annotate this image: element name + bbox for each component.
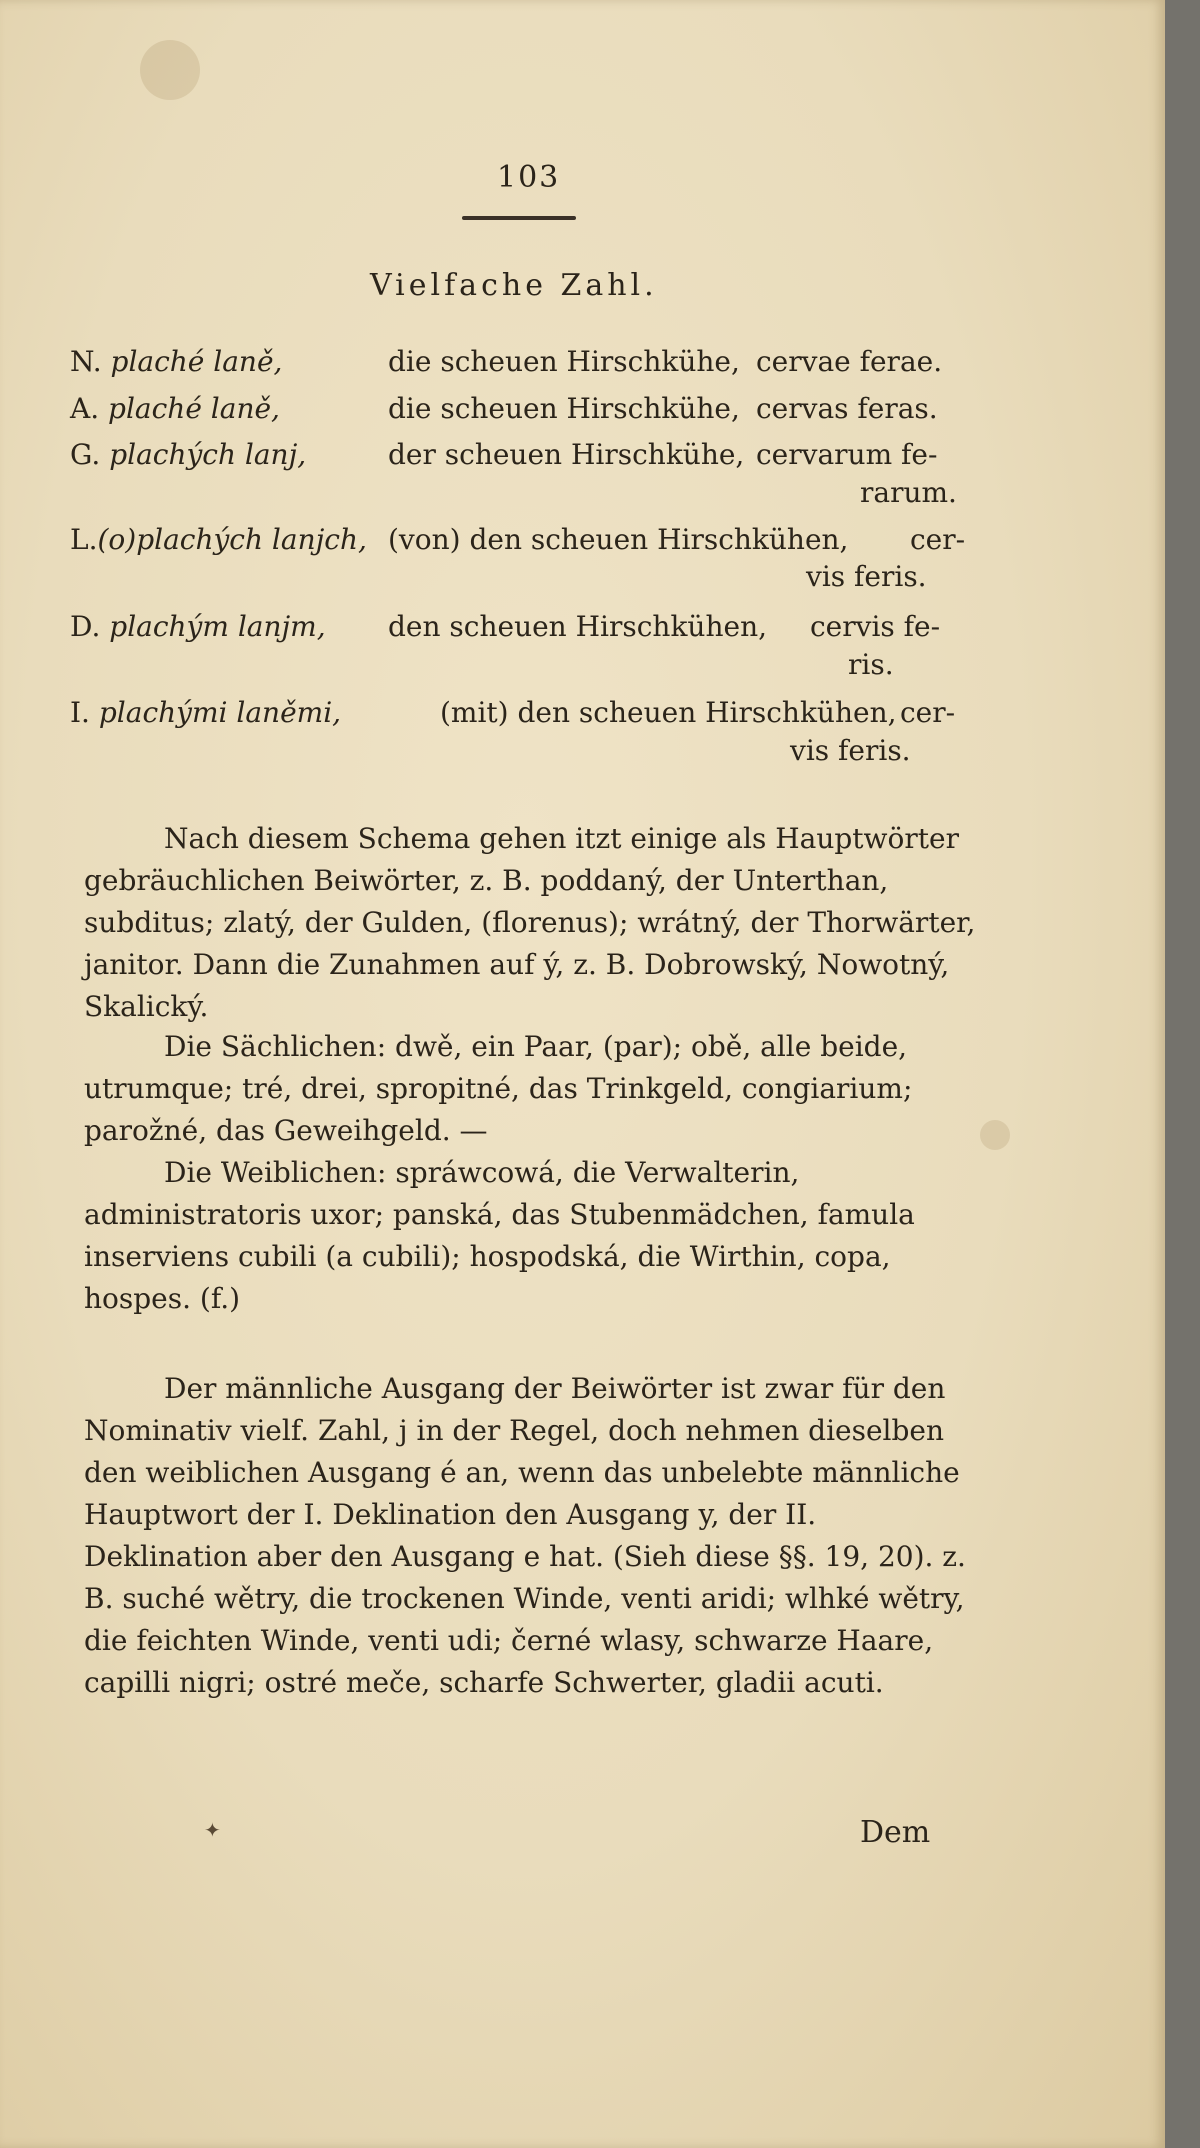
paragraph: Die Sächlichen: dwě, ein Paar, (par); obě, alle beide, utrumque; tré, drei, spropitné, das Trinkgeld, congiarium; parožné, das Geweihgeld. — xyxy=(84,1030,913,1147)
declension-row: D. plachým lanjm, xyxy=(70,610,326,643)
latin-form: cervis fe- xyxy=(810,610,941,643)
paragraph: Nach diesem Schema gehen itzt einige als Hauptwörter gebräuchlichen Beiwörter, z. B. poddaný, der Unterthan, subditus; zlatý, der Gulden, (florenus); wrátný, der Thorwärter, janitor. Dann die Zunahmen auf ý, z. B. Dobrowský, Nowotný, Skalický. xyxy=(84,822,976,1023)
german-form: (von) den scheuen Hirschkühen, xyxy=(388,523,849,556)
german-form: den scheuen Hirschkühen, xyxy=(388,610,767,643)
declension-row: L.(o)plachých lanjch, xyxy=(70,523,367,556)
paper-stain xyxy=(980,1120,1010,1150)
latin-continuation: rarum. xyxy=(860,476,957,509)
latin-form: cer- xyxy=(910,523,966,556)
declension-row: N. plaché laně, xyxy=(70,345,283,378)
latin-continuation: vis feris. xyxy=(790,734,911,767)
heading-rule xyxy=(462,216,576,220)
latin-form: cer- xyxy=(900,696,956,729)
german-form: (mit) den scheuen Hirschkühen, xyxy=(440,696,897,729)
page-number: 103 xyxy=(497,160,561,195)
section-heading: Vielfache Zahl. xyxy=(370,268,658,303)
catchword: Dem xyxy=(860,1815,931,1850)
latin-form: cervarum fe- xyxy=(756,438,938,471)
declension-row: I. plachými laněmi, xyxy=(70,696,342,729)
german-form: die scheuen Hirschkühe, xyxy=(388,345,740,378)
latin-continuation: ris. xyxy=(848,648,894,681)
paragraph: Die Weiblichen: spráwcowá, die Verwalterin, administratoris uxor; panská, das Stubenmädchen, famula inserviens cubili (a cubili); hospodská, die Wirthin, copa, hospes. (f.) xyxy=(84,1156,915,1315)
page-edge xyxy=(1165,0,1200,2148)
german-form: die scheuen Hirschkühe, xyxy=(388,392,740,425)
declension-row: A. plaché laně, xyxy=(70,392,280,425)
german-form: der scheuen Hirschkühe, xyxy=(388,438,745,471)
latin-form: cervae ferae. xyxy=(756,345,943,378)
ink-mark: ✦ xyxy=(204,1818,221,1842)
paper-stain xyxy=(140,40,200,100)
paragraph: Der männliche Ausgang der Beiwörter ist zwar für den Nominativ vielf. Zahl, j in der Regel, doch nehmen dieselben den weiblichen Ausgang é an, wenn das unbelebte männliche Hauptwort der I. Deklination den Ausgang y, der II. Deklination aber den Ausgang e hat. (Sieh diese §§. 19, 20). z. B. suché wětry, die trockenen Winde, venti aridi; wlhké wětry, die feichten Winde, venti udi; černé wlasy, schwarze Haare, capilli nigri; ostré meče, scharfe Schwerter, gladii acuti. xyxy=(84,1372,966,1699)
declension-row: G. plachých lanj, xyxy=(70,438,307,471)
latin-continuation: vis feris. xyxy=(806,560,927,593)
latin-form: cervas feras. xyxy=(756,392,938,425)
